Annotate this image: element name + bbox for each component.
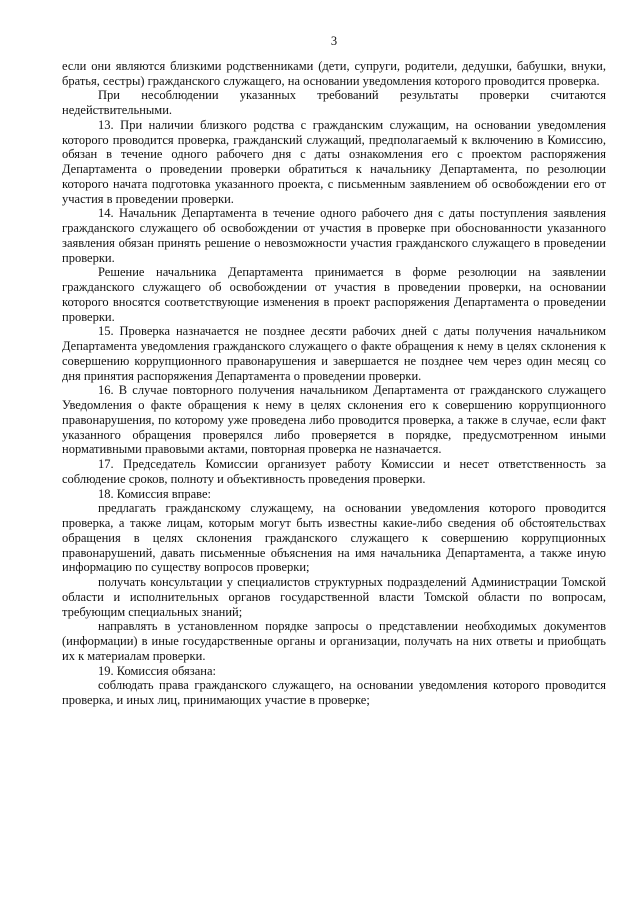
paragraph-continuation: если они являются близкими родственниками (дети, супруги, родители, дедушки, бабушки, внуки, братья, сестры) гражданского служащего, на основании уведомления которого проводится проверка. [62, 58, 606, 88]
paragraph-14-decision: Решение начальника Департамента принимается в форме резолюции на заявлении гражданского служащего об освобождении от участия в проведении проверки, на основании которого вносятся соответствующие изменения в проект распоряжения Департамента о проведении проверки. [62, 265, 606, 324]
paragraph-15: 15. Проверка назначается не позднее десяти рабочих дней с даты получения начальником Департамента уведомления гражданского служащего о факте обращения к нему в целях склонения к совершению коррупционного правонарушения и завершается не позднее чем через один месяц со дня принятия распоряжения Департамента о проведении проверки. [62, 324, 606, 383]
paragraph-18-item-1: предлагать гражданскому служащему, на основании уведомления которого проводится проверка, а также лицам, которым могут быть известны какие-либо сведения об обстоятельствах обращения в целях склонения гражданского служащего к совершению коррупционных правонарушений, давать письменные объяснения на имя начальника Департамента, а также иную информацию по существу вопросов проверки; [62, 501, 606, 575]
paragraph-14: 14. Начальник Департамента в течение одного рабочего дня с даты поступления заявления гражданского служащего об освобождении от участия в проверке при обоснованности указанного заявления обязан принять решение о невозможности участия гражданского служащего в проведении проверки. [62, 206, 606, 265]
document-body [62, 59, 606, 708]
paragraph-16: 16. В случае повторного получения начальником Департамента от гражданского служащего Уведомления о факте обращения к нему в целях склонения его к совершению коррупционного правонарушения, по которому уже проведена либо проводится проверка, а также в случае, если факт указанного обращения проверялся либо проверяется в порядке, предусмотренном иными нормативными правовыми актами, повторная проверка не назначается. [62, 383, 606, 457]
paragraph-19-heading: 19. Комиссия обязана: [98, 663, 216, 678]
paragraph-18-item-2: получать консультации у специалистов структурных подразделений Администрации Томской области и исполнительных органов государственной власти Томской области по вопросам, требующим специальных знаний; [62, 575, 606, 619]
paragraph-19-item-1: соблюдать права гражданского служащего, на основании уведомления которого проводится проверка, и иных лиц, принимающих участие в проверке; [62, 678, 606, 707]
paragraph-13: 13. При наличии близкого родства с гражданским служащим, на основании уведомления которого проводится проверка, гражданский служащий, предполагаемый к включению в Комиссию, обязан в течение одного рабочего дня с даты ознакомления его с проектом распоряжения Департамента о проведении проверки обратиться к начальнику Департамента, по резолюции которого начата подготовка указанного проекта, с письменным заявлением об освобождении его от участия в проведении проверки. [62, 117, 606, 206]
paragraph-18-item-3: направлять в установленном порядке запросы о представлении необходимых документов (информации) в иные государственные органы и организации, получать на них ответы и приобщать их к материалам проверки. [62, 619, 606, 663]
paragraph-18-heading: 18. Комиссия вправе: [98, 486, 211, 501]
page-number: 3 [330, 34, 338, 48]
paragraph-17: 17. Председатель Комиссии организует работу Комиссии и несет ответственность за соблюдение сроков, полноту и объективность проведения проверки. [62, 457, 606, 486]
paragraph-invalid-results: При несоблюдении указанных требований результаты проверки считаются недействительными. [62, 88, 606, 117]
